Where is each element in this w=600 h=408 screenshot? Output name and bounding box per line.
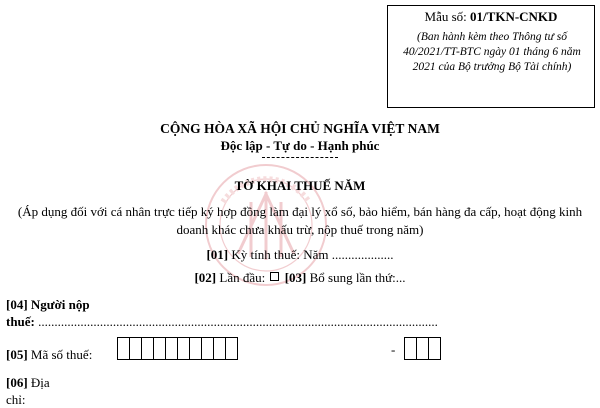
form-code-label: Mẫu số: [424,9,471,24]
tax-code-boxes[interactable] [117,337,237,360]
address-label-line [6,375,50,391]
tax-code-dash: - [391,342,396,357]
national-motto: Độc lập - Tự do - Hạnh phúc [220,138,380,153]
applicability-note: (Áp dụng đối với cá nhân trực tiếp ký hợp đồng làm đại lý xổ số, bảo hiểm, bán hàng đa cấp, hoạt động kinh doanh khác chưa khấu trừ, nộp thuế trong năm) [17,204,583,237]
tax-period-field [0,247,600,263]
field-code-06: [06] [6,375,28,390]
first-time-label: Lần đầu: [216,270,269,285]
taxpayer-input-line[interactable] [6,314,438,330]
tax-code-label-line [6,347,92,363]
taxpayer-label-cont: thuế: [6,314,35,329]
form-code: 01/TKN-CNKD [470,9,558,24]
field-code-03: [03] [284,270,307,285]
form-code-line [388,9,594,25]
motto-divider [262,157,338,158]
tax-code-digit-box[interactable] [428,337,441,360]
taxpayer-dotted-input[interactable]: ........................................................................................................................... [34,314,438,329]
field-code-02: [02] [194,270,217,285]
field-code-05: [05] [6,347,28,362]
tax-code-branch-boxes[interactable] [404,337,440,360]
tax-code-label: Mã số thuế: [27,347,93,362]
tax-period-label: Kỳ tính thuế: Năm ................... [228,247,394,262]
address-label: Địa [27,375,50,390]
first-time-checkbox[interactable] [270,272,279,281]
national-title: CỘNG HÒA XÃ HỘI CHỦ NGHĨA VIỆT NAM [160,121,440,136]
form-issued-by: (Ban hành kèm theo Thông tư số 40/2021/TT-BTC ngày 01 tháng 6 năm 2021 của Bộ trưởng Bộ Tài chính) [403,31,581,73]
address-label-cont: chỉ: [6,392,26,407]
field-code-01: [01] [206,247,229,262]
supplement-label: Bổ sung lần thứ:... [306,270,406,285]
submission-type-field [0,270,600,286]
address-label-cont-line [6,392,26,408]
taxpayer-label: Người nộp [27,297,90,312]
form-title: TỜ KHAI THUẾ NĂM [234,178,366,193]
form-code-box [387,5,595,108]
tax-code-digit-box[interactable] [225,337,238,360]
field-code-04: [04] [6,297,28,312]
taxpayer-label-line [6,297,90,313]
